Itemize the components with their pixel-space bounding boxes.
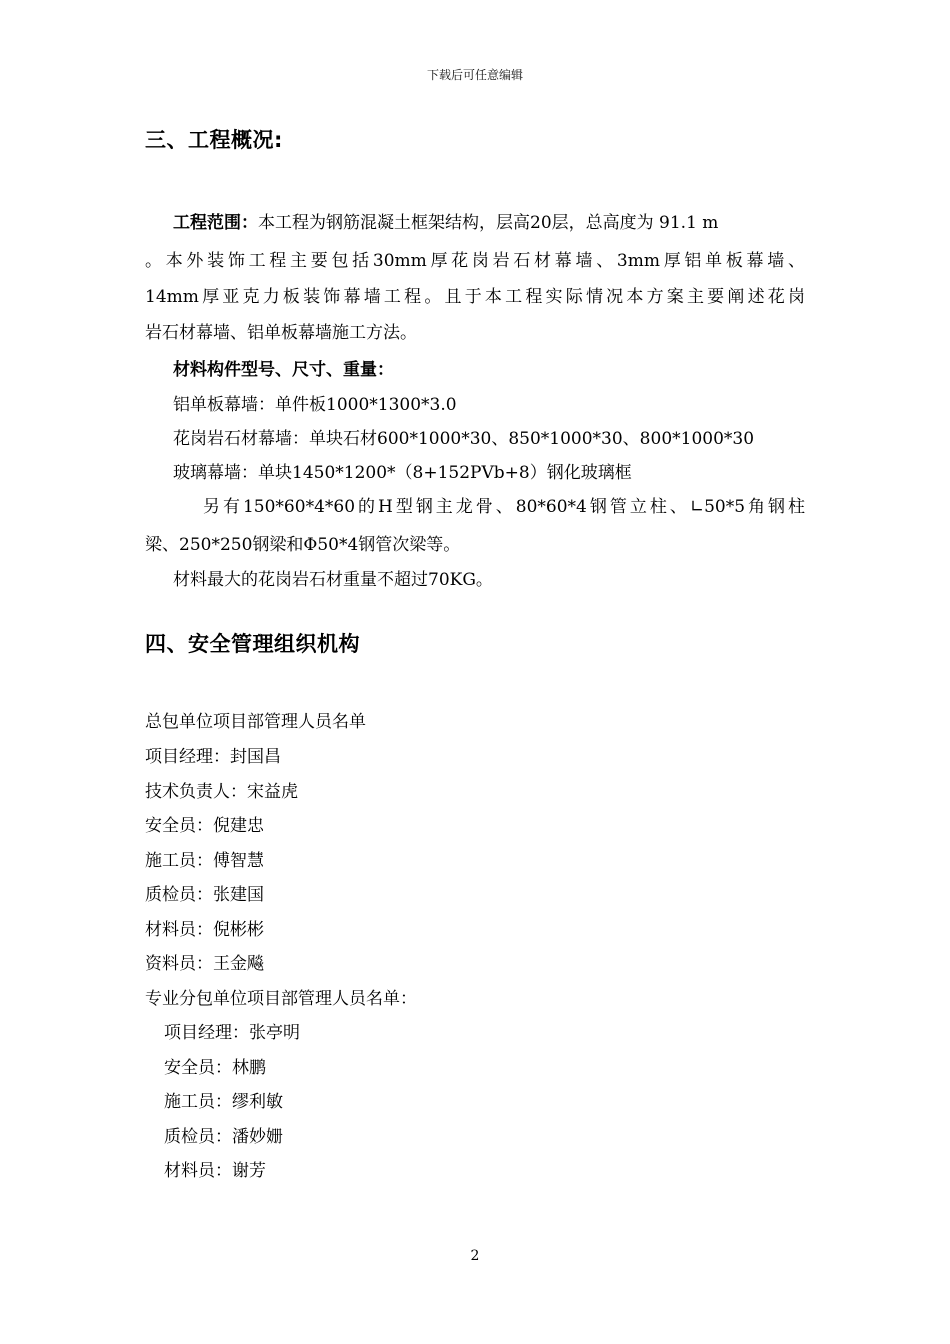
- sub-staff-item: 质检员：潘妙姗: [164, 1127, 283, 1147]
- sub-list-title: 专业分包单位项目部管理人员名单：: [145, 989, 417, 1009]
- scope-text-line-2: 。本外装饰工程主要包括30mm厚花岗岩石材幕墙、3mm厚铝单板幕墙、: [145, 251, 805, 271]
- sub-staff-item: 施工员：缪利敏: [164, 1092, 283, 1112]
- material-glass: 玻璃幕墙：单块1450*1200*（8+152PVb+8）钢化玻璃框: [173, 463, 632, 483]
- section-4-title: 四、安全管理组织机构: [145, 632, 360, 656]
- page-number: 2: [470, 1248, 480, 1264]
- general-staff-item: 安全员：倪建忠: [145, 816, 264, 836]
- sub-staff-item: 项目经理：张亭明: [164, 1023, 300, 1043]
- sub-staff-item: 安全员：林鹏: [164, 1058, 266, 1078]
- material-granite: 花岗岩石材幕墙：单块石材600*1000*30、850*1000*30、800*1000*30: [173, 429, 755, 449]
- section-3-title: 三、工程概况:: [145, 128, 283, 152]
- extra-steel-line-1: 另有150*60*4*60的H型钢主龙骨、80*60*4钢管立柱、∟50*5角钢柱: [203, 497, 805, 517]
- general-staff-item: 施工员：傅智慧: [145, 851, 264, 871]
- general-staff-item: 材料员：倪彬彬: [145, 920, 264, 940]
- page-header: 下载后可任意编辑: [426, 68, 523, 82]
- general-list-title: 总包单位项目部管理人员名单: [145, 712, 366, 732]
- scope-label: 工程范围：: [173, 213, 258, 233]
- scope-paragraph-line-1: [173, 212, 718, 234]
- scope-text-line-3: 14mm厚亚克力板装饰幕墙工程。且于本工程实际情况本方案主要阐述花岗: [145, 287, 805, 307]
- general-staff-item: 质检员：张建国: [145, 885, 264, 905]
- material-aluminium: 铝单板幕墙：单件板1000*1300*3.0: [173, 395, 457, 415]
- scope-text-line-1: 本工程为钢筋混凝土框架结构，层高20层，总高度为 91.1 m: [258, 213, 719, 233]
- sub-staff-item: 材料员：谢芳: [164, 1161, 266, 1181]
- scope-text-line-4: 岩石材幕墙、铝单板幕墙施工方法。: [145, 323, 417, 343]
- general-staff-item: 项目经理：封国昌: [145, 747, 281, 767]
- materials-label: 材料构件型号、尺寸、重量：: [173, 360, 394, 380]
- max-weight-note: 材料最大的花岗岩石材重量不超过70KG。: [173, 570, 493, 590]
- extra-steel-line-2: 梁、250*250钢梁和Φ50*4钢管次梁等。: [145, 535, 461, 555]
- general-staff-item: 资料员：王金飚: [145, 954, 264, 974]
- general-staff-item: 技术负责人：宋益虎: [145, 782, 298, 802]
